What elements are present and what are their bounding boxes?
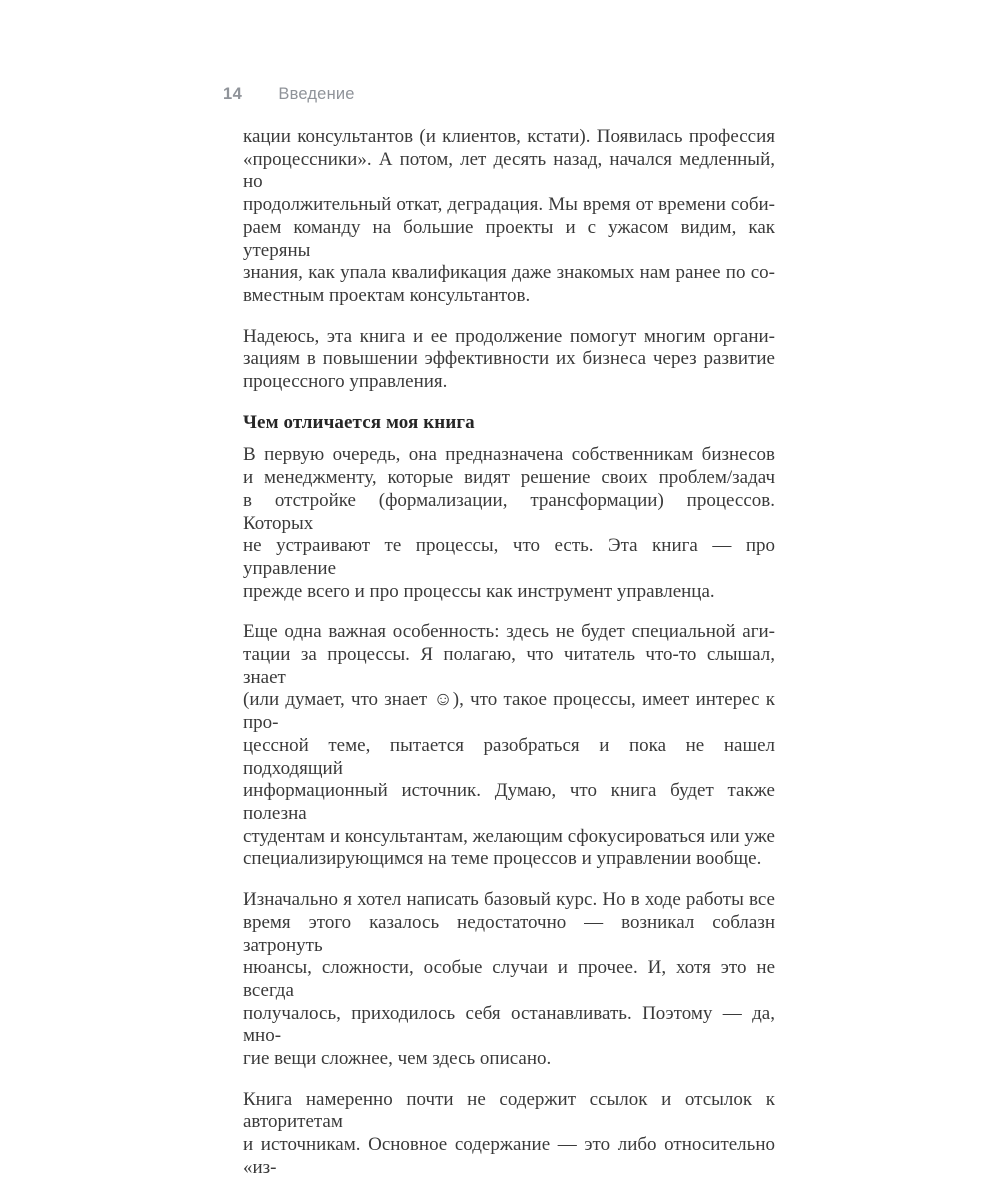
paragraph-line: Изначально я хотел написать базовый курс. Но в ходе работы все [243, 889, 775, 911]
paragraph-line: «процессники». А потом, лет десять назад, начался медленный, но [243, 148, 775, 193]
section-heading: Чем отличается моя книга [243, 411, 475, 433]
paragraph-line: время этого казалось недостаточно — возникал соблазн затронуть [243, 911, 775, 956]
paragraph-line: получалось, приходилось себя останавливать. Поэтому — да, мно- [243, 1002, 775, 1047]
paragraph-line: прежде всего и про процессы как инструмент управленца. [243, 580, 715, 602]
paragraph [243, 889, 775, 1071]
paragraph [243, 126, 775, 308]
paragraph [243, 326, 775, 394]
text-column [243, 126, 775, 1198]
paragraph-line: цессной теме, пытается разобраться и пока не нашел подходящий [243, 734, 775, 779]
paragraph [243, 1089, 775, 1180]
paragraph-line: знания, как упала квалификация даже знакомых нам ранее по со- [243, 262, 775, 284]
paragraph-line: не устраивают те процессы, что есть. Эта книга — про управление [243, 535, 775, 579]
paragraph-line: процессного управления. [243, 371, 448, 393]
paragraph-line: специализирующимся на теме процессов и управлении вообще. [243, 848, 762, 870]
paragraph-line: раем команду на большие проекты и с ужасом видим, как утеряны [243, 216, 775, 261]
paragraph-line: Книга намеренно почти не содержит ссылок и отсылок к авторитетам [243, 1088, 775, 1133]
paragraph-line: и источникам. Основное содержание — это либо относительно «из- [243, 1134, 775, 1178]
paragraph-line: в отстройке (формализации, трансформации) процессов. Которых [243, 489, 775, 534]
paragraph [243, 444, 775, 603]
paragraph-line: Еще одна важная особенность: здесь не будет специальной аги- [243, 621, 775, 643]
paragraph-line: вместным проектам консультантов. [243, 284, 531, 306]
page-number: 14 [223, 85, 243, 103]
paragraph-line: Надеюсь, эта книга и ее продолжение помогут многим органи- [243, 325, 775, 347]
paragraph-line: нюансы, сложности, особые случаи и прочее. И, хотя это не всегда [243, 957, 775, 1001]
paragraph-line: студентам и консультантам, желающим сфокусироваться или уже [243, 825, 775, 847]
paragraph-line: В первую очередь, она предназначена собственникам бизнесов [243, 444, 775, 466]
paragraph-line: информационный источник. Думаю, что книга будет также полезна [243, 780, 775, 824]
paragraph-line: и менеджменту, которые видят решение своих проблем/задач [243, 467, 775, 489]
paragraph-line: зациям в повышении эффективности их бизнеса через развитие [243, 348, 775, 370]
paragraph [243, 621, 775, 871]
paragraph-line: продолжительный откат, деградация. Мы время от времени соби- [243, 194, 775, 216]
paragraph-line: тации за процессы. Я полагаю, что читатель что-то слышал, знает [243, 644, 775, 688]
paragraph-line: гие вещи сложнее, чем здесь описано. [243, 1048, 552, 1070]
paragraph-line: (или думает, что знает ☺), что такое процессы, имеет интерес к про- [243, 689, 775, 734]
running-header [223, 84, 355, 104]
running-header-title: Введение [278, 85, 355, 103]
paragraph-line: кации консультантов (и клиентов, кстати). Появилась профессия [243, 126, 775, 147]
